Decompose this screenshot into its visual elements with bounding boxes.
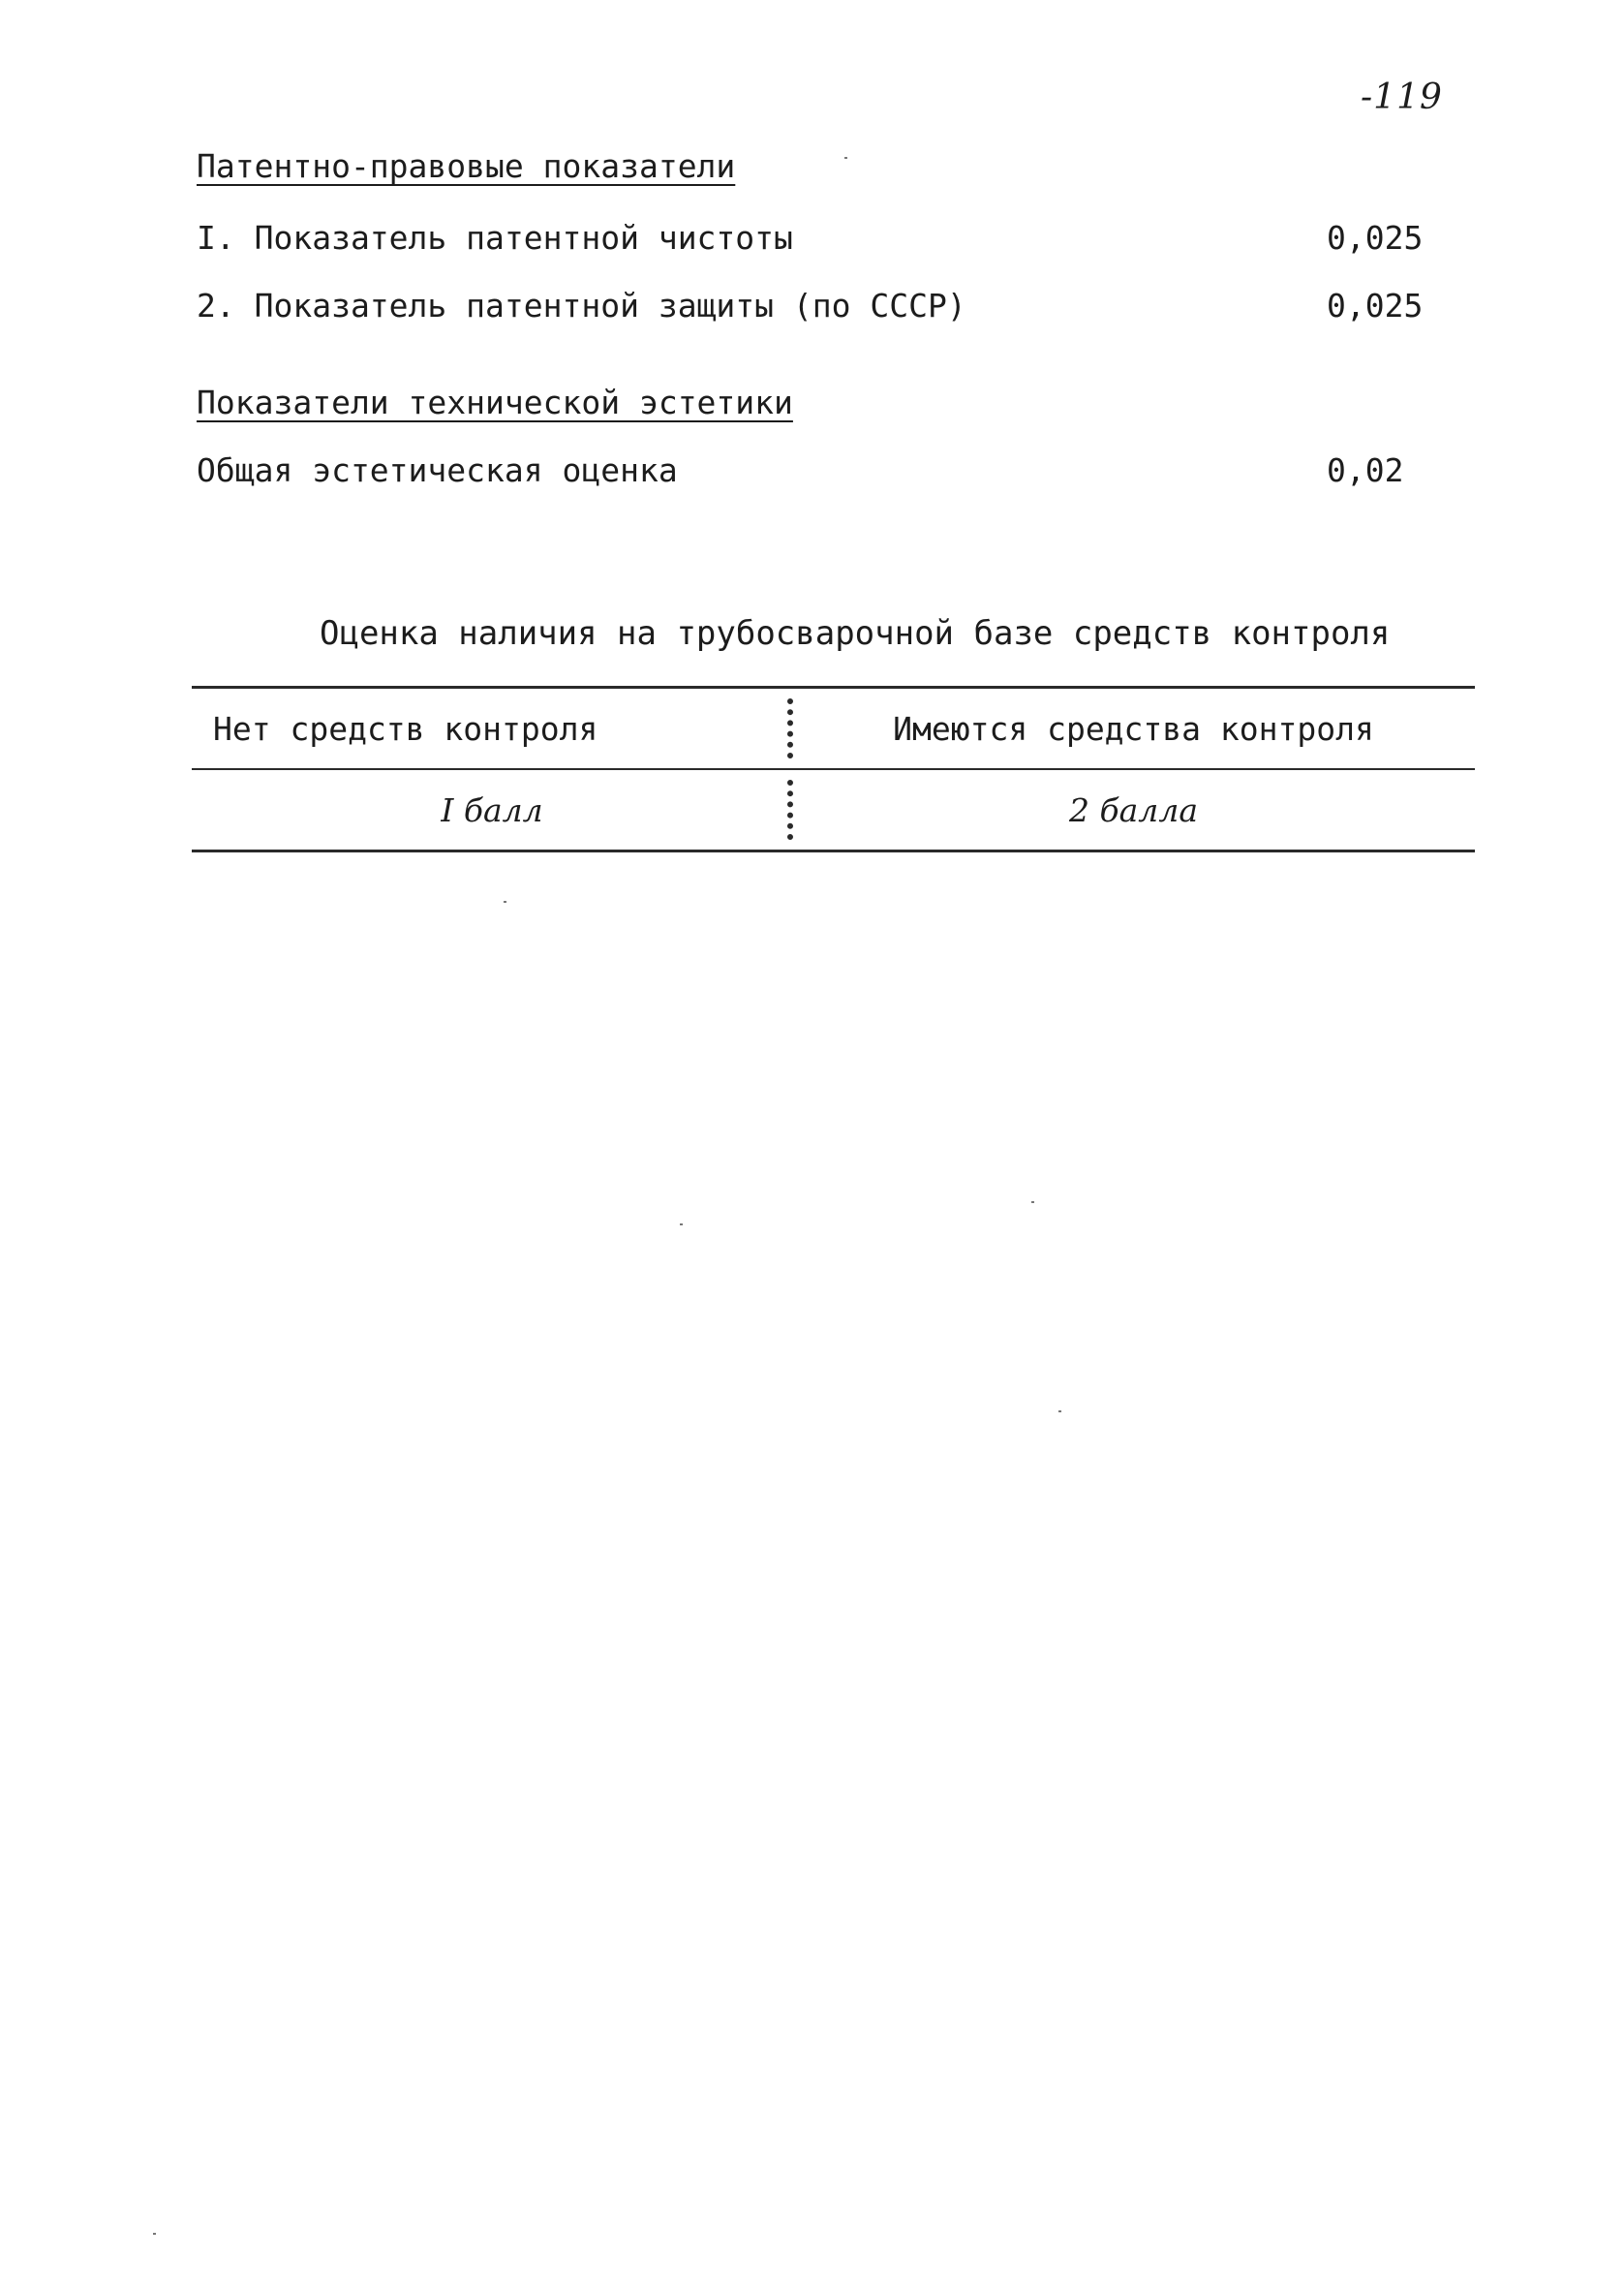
value-no-controls: I балл <box>441 790 543 829</box>
column-divider <box>787 780 793 840</box>
patent-heading: Патентно-правовые показатели <box>197 147 736 185</box>
table-bottom-rule <box>192 850 1475 852</box>
header-has-controls: Имеются средства контроля <box>893 709 1374 748</box>
aesthetics-row-value: 0,02 <box>1327 451 1404 489</box>
patent-row-label: I. Показатель патентной чистоты <box>197 219 793 257</box>
scan-speck <box>153 2233 156 2235</box>
control-table <box>192 686 1475 852</box>
patent-row-value: 0,025 <box>1327 219 1424 257</box>
aesthetics-row-label: Общая эстетическая оценка <box>197 451 678 489</box>
scan-speck <box>1031 1201 1034 1203</box>
scan-speck <box>680 1223 683 1225</box>
scan-speck <box>504 901 506 903</box>
scan-speck <box>844 157 847 159</box>
scan-speck <box>1058 1410 1061 1412</box>
table-caption: Оценка наличия на трубосварочной базе средств контроля <box>320 614 1391 653</box>
page-number: -119 <box>1361 77 1443 117</box>
aesthetics-heading: Показатели технической эстетики <box>197 384 793 421</box>
patent-row-label: 2. Показатель патентной защиты (по СССР) <box>197 287 966 325</box>
table-value-row <box>192 770 1475 850</box>
patent-row-value: 0,025 <box>1327 287 1424 325</box>
value-has-controls: 2 балла <box>1069 790 1198 829</box>
table-header-row <box>192 689 1475 768</box>
column-divider <box>787 698 793 758</box>
header-no-controls: Нет средств контроля <box>213 709 598 748</box>
